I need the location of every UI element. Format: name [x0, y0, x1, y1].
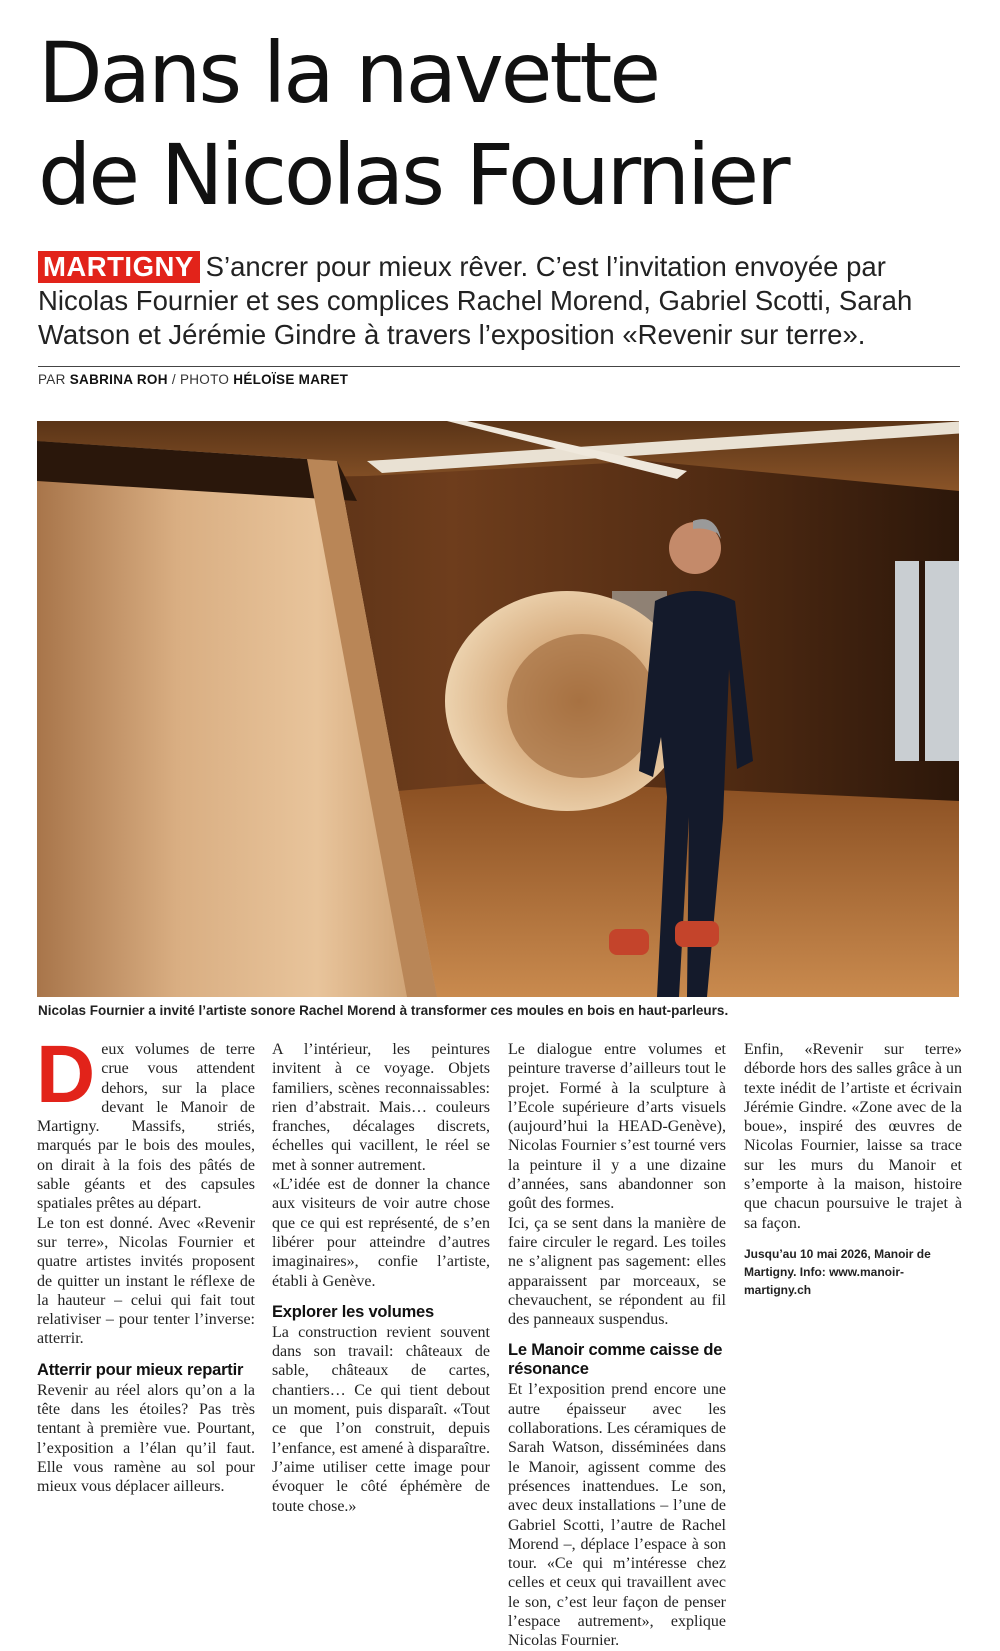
article-paragraph: Le ton est donné. Avec «Revenir sur terre», Nicolas Fournier et quatre artistes invités proposent de quitter un instant le réflexe de la hauteur – celui qui fait tout relativiser – pour tenter l’inverse: atterrir. — [37, 1214, 255, 1348]
headline-line-2: de Nicolas Fournier — [38, 126, 788, 224]
article-column-4 — [744, 1040, 962, 1299]
article-photo — [37, 421, 959, 997]
article-paragraph — [36, 1029, 255, 1214]
article-paragraph: Revenir au réel alors qu’on a la tête dans les étoiles? Pas très tentant à première vue. Pourtant, l’exposition a l’élan qu’il faut. Elle vous ramène au sol pour mieux vous déplacer ailleurs. — [37, 1381, 255, 1496]
article-paragraph: A l’intérieur, les peintures invitent à ce voyage. Objets familiers, scènes reconnaissables: rien d’abstrait. Mais… couleurs franches, décalages discrets, échelles qui vacillent, le réel se met à sonner autrement. — [272, 1041, 490, 1174]
article-column-3 — [508, 1040, 726, 1651]
exhibition-info: Jusqu’au 10 mai 2026, Manoir de Martigny. Info: www.manoir-martigny.ch — [744, 1246, 931, 1297]
drop-cap: D — [36, 1029, 96, 1120]
article-column-1 — [36, 1029, 255, 1497]
byline-author: SABRINA ROH — [69, 372, 168, 387]
location-tag: MARTIGNY — [38, 251, 200, 283]
byline-par: PAR — [38, 372, 66, 387]
drum-inner — [507, 634, 657, 778]
byline-photographer: HÉLOÏSE MARET — [233, 372, 349, 387]
byline-photo-label: / PHOTO — [171, 372, 230, 387]
headline — [38, 22, 968, 226]
article-column-2 — [272, 1040, 490, 1516]
article-paragraph: Le dialogue entre volumes et peinture traverse d’ailleurs tout le projet. Formé à la sculpture à l’Ecole supérieure d’arts visuels (aujourd’hui la HEAD-Genève), Nicolas Fournier s’est tourné vers la peinture il y a une dizaine d’années, sans abandonner son goût des formes. — [508, 1041, 726, 1213]
byline — [38, 372, 348, 387]
window-frame — [919, 561, 925, 761]
article-paragraph: Ici, ça se sent dans la manière de faire circuler le regard. Les toiles ne s’alignent pas sagement: elles apparaissent par morceaux, se chevauchent, se répondent au fil des panneaux suspendus. — [508, 1214, 726, 1329]
subheading: Explorer les volumes — [272, 1302, 434, 1321]
subheading: Le Manoir comme caisse de résonance — [508, 1341, 723, 1379]
article-paragraph: «L’idée est de donner la chance aux visiteurs de voir autre chose que ce qui est représenté, de s’en libérer pour atteindre d’autres imaginaires», confie l’artiste, établi à Genève. — [272, 1176, 490, 1290]
photo-caption: Nicolas Fournier a invité l’artiste sonore Rachel Morend à transformer ces moules en bois en haut-parleurs. — [38, 1003, 729, 1018]
subheading: Atterrir pour mieux repartir — [37, 1360, 244, 1379]
lead-text: S’ancrer pour mieux rêver. C’est l’invitation envoyée par Nicolas Fournier et ses complices Rachel Morend, Gabriel Scotti, Sarah Watson et Jérémie Gindre à travers l’exposition «Revenir sur terre». — [38, 251, 913, 350]
article-paragraph: Et l’exposition prend encore une autre épaisseur avec les collaborations. Les céramiques de Sarah Watson, disséminées dans le Manoir, agissent comme des présences inattendues. Le son, avec deux installations – l’une de Gabriel Scotti, l’autre de Rachel Morend –, déplace l’espace à son tour. «Ce qui m’intéresse chez celles et ceux qui travaillent avec le son, c’est leur façon de penser l’espace autrement», explique Nicolas Fournier. — [508, 1381, 726, 1650]
byline-divider — [38, 366, 960, 367]
paragraph-text: eux volumes de terre crue vous attendent dehors, sur la place devant le Manoir de Martigny. Massifs, striés, marqués par le bois des moules, on dirait à la fois des pâtés de sable géants et des capsules spatiales prêtes au départ. — [37, 1041, 255, 1213]
headline-line-1: Dans la navette — [38, 24, 659, 122]
window-right — [895, 561, 959, 761]
article-paragraph: La construction revient souvent dans son travail: châteaux de sable, châteaux de cartes, chantiers… Ce qui tient debout un moment, puis disparaît. «Tout ce que l’on construit, depuis l’enfance, est amené à disparaître. J’aime utiliser cette image pour évoquer le côté éphémère de toute chose.» — [272, 1323, 490, 1515]
lead-paragraph — [38, 250, 963, 352]
article-paragraph: Enfin, «Revenir sur terre» déborde hors des salles grâce à un texte inédit de l’artiste et écrivain Jérémie Gindre. «Zone avec de la boue», inspiré des œuvres de Nicolas Fournier, laisse sa trace sur les murs du Manoir et s’emporte à la maison, histoire que chacun poursuive le trajet à sa façon. — [744, 1041, 962, 1232]
